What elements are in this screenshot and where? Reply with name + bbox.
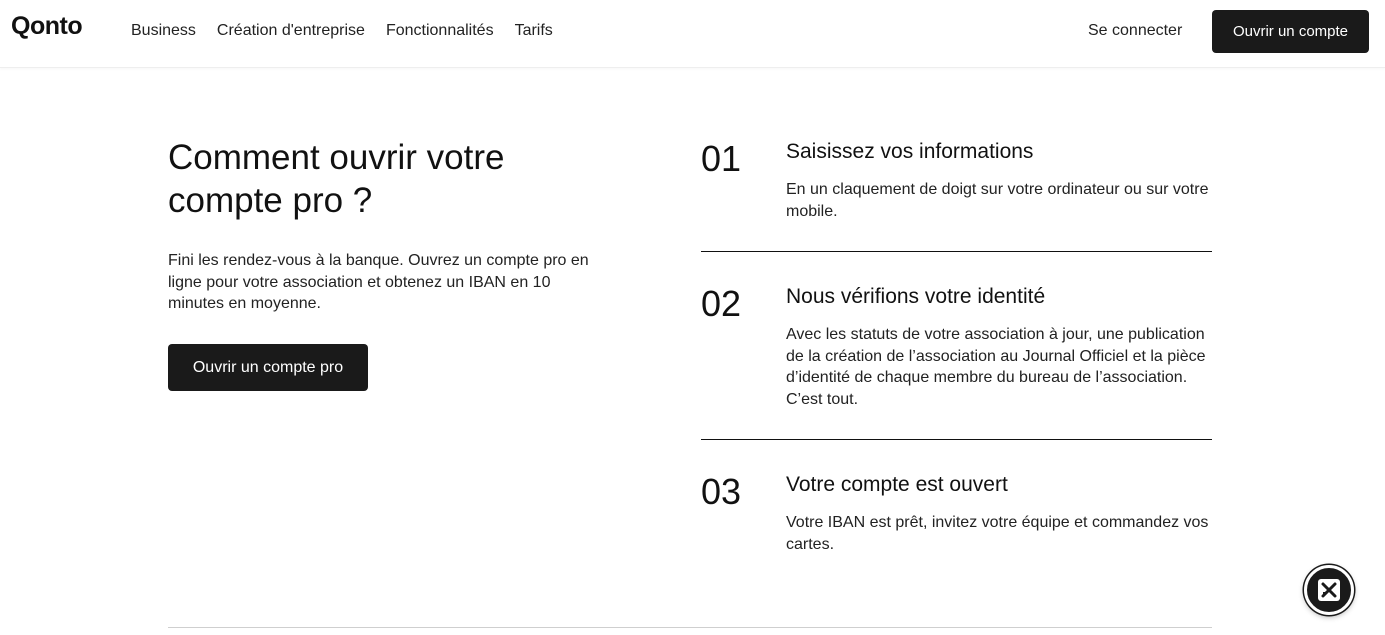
floating-widget-button[interactable]	[1304, 565, 1354, 615]
open-pro-account-button[interactable]: Ouvrir un compte pro	[168, 344, 368, 391]
step-title: Saisissez vos informations	[786, 140, 1034, 163]
step-number: 01	[701, 138, 742, 179]
nav-fonctionnalites[interactable]: Fonctionnalités	[385, 22, 494, 39]
step-title: Votre compte est ouvert	[786, 473, 1008, 496]
open-account-button[interactable]: Ouvrir un compte	[1212, 10, 1369, 53]
section-divider	[168, 627, 1212, 628]
step-description: En un claquement de doigt sur votre ordinateur ou sur votre mobile.	[786, 181, 1209, 220]
page-title: Comment ouvrir votre compte pro ?	[168, 138, 505, 220]
intro-text: Fini les rendez-vous à la banque. Ouvrez un compte pro en ligne pour votre association et obtenez un IBAN en 10 minutes en moyenne.	[168, 252, 589, 312]
main-nav	[131, 21, 574, 41]
step-divider	[701, 439, 1212, 440]
login-link[interactable]: Se connecter	[1088, 22, 1183, 39]
nav-creation-entreprise[interactable]: Création d'entreprise	[216, 22, 365, 39]
close-square-icon	[1317, 578, 1341, 602]
step-number: 03	[701, 471, 742, 512]
step-divider	[701, 251, 1212, 252]
qonto-logo[interactable]: Qonto	[11, 12, 83, 40]
site-header	[0, 0, 1385, 68]
step-title: Nous vérifions votre identité	[786, 285, 1046, 308]
nav-tarifs[interactable]: Tarifs	[514, 22, 553, 39]
step-description: Avec les statuts de votre association à jour, une publication de la création de l’association au Journal Officiel et la pièce d’identité de chaque membre du bureau de l’association. C’est tout.	[786, 326, 1206, 408]
nav-business[interactable]: Business	[131, 22, 196, 39]
step-description: Votre IBAN est prêt, invitez votre équipe et commandez vos cartes.	[786, 514, 1209, 553]
step-number: 02	[701, 283, 742, 324]
